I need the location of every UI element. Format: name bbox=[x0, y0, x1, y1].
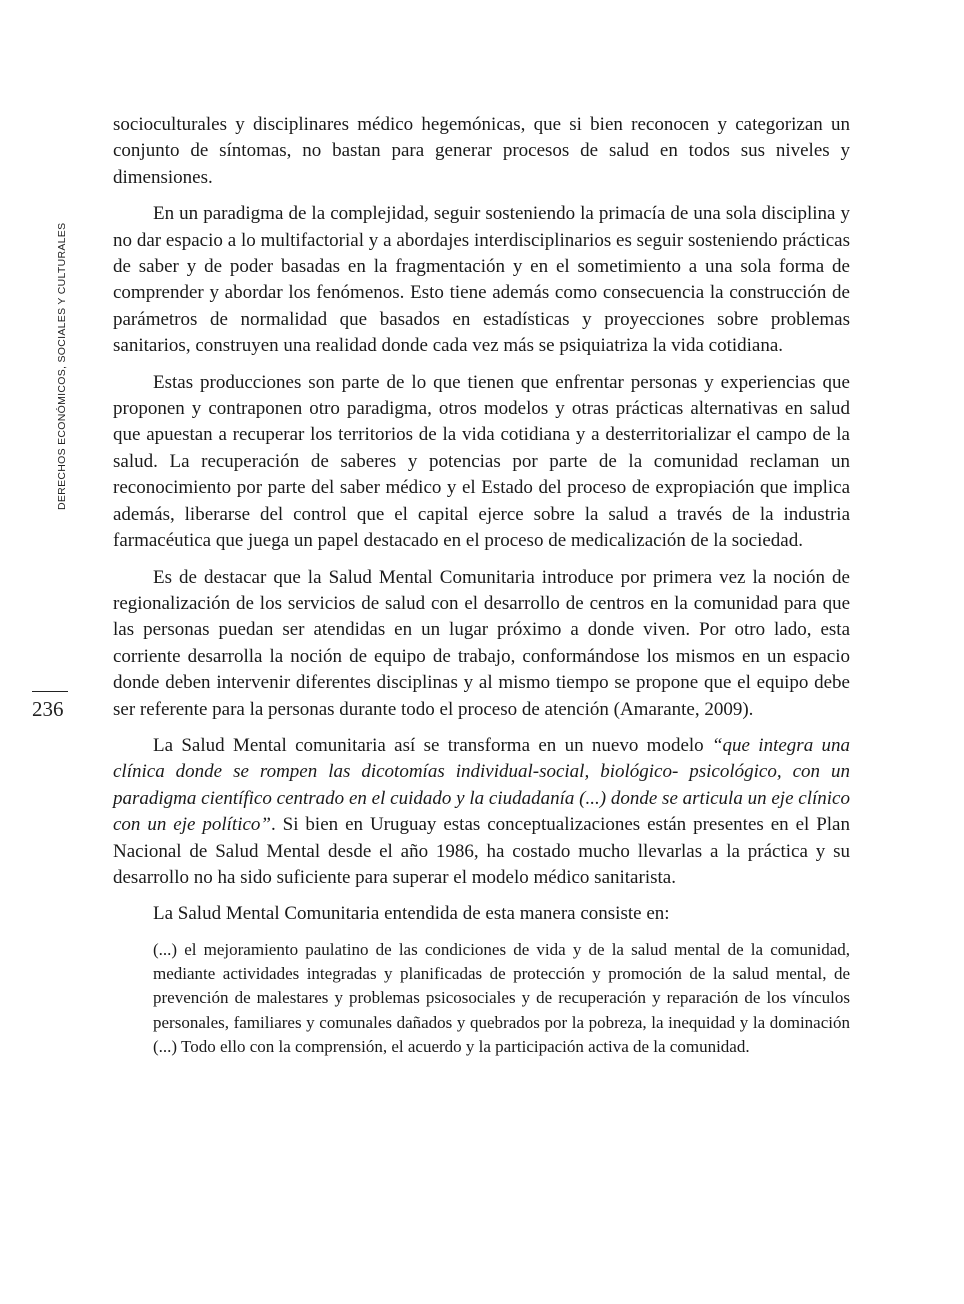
block-quotation: (...) el mejoramiento paulatino de las condiciones de vida y de la salud mental de la comunidad, mediante actividades integradas y planificadas de protección y promoción de la salud mental, de prevención de malestares y problemas psicosociales y de recuperación y reparación de los vínculos personales, familiares y comunales dañados y quebrados por la pobreza, la inequidad y la dominación (...) Todo ello con la comprensión, el acuerdo y la participación activa de la comunidad. bbox=[153, 939, 850, 1056]
paragraph-6: La Salud Mental Comunitaria entendida de esta manera consiste en: bbox=[153, 903, 670, 925]
paragraph-5-tail: . Si bien en Uruguay estas conceptualizaciones están presentes en el Plan Nacional de Salud Mental desde el año 1986, ha costado mucho llevarlas a la práctica y su desarrollo no ha sido suficiente para superar el modelo médico sanitarista. bbox=[113, 814, 850, 888]
paragraph-3: Estas producciones son parte de lo que tienen que enfrentar personas y experiencias que proponen y contraponen otro paradigma, otros modelos y otras prácticas alternativas en salud que apuestan a recuperar los territorios de la vida cotidiana y a desterritorializar el campo de la salud. La recuperación de saberes y potencias por parte de la comunidad reclaman un reconocimiento por parte del saber médico y el Estado del proceso de expropiación que implica además, liberarse del control que el capital ejerce sobre la salud a través de la industria farmacéutica que juega un papel destacado en el proceso de medicalización de la sociedad. bbox=[113, 371, 850, 552]
paragraph-1: socioculturales y disciplinares médico hegemónicas, que si bien reconocen y categorizan un conjunto de síntomas, no bastan para generar procesos de salud en todos sus niveles y dimensiones. bbox=[113, 114, 850, 188]
paragraph-5-lead: La Salud Mental comunitaria así se transforma en un nuevo modelo bbox=[153, 734, 712, 756]
paragraph-4: Es de destacar que la Salud Mental Comunitaria introduce por primera vez la noción de regionalización de los servicios de salud con el desarrollo de centros en la comunidad para que las personas puedan ser atendidas en un lugar próximo a donde viven. Por otro lado, esta corriente desarrolla la noción de equipo de trabajo, conformándose los mismos en un espacio donde deben intervenir diferentes disciplinas y al mismo tiempo se propone que el equipo debe ser referente para la personas durante todo el proceso de atención (Amarante, 2009). bbox=[113, 566, 850, 720]
body-text bbox=[113, 112, 850, 1059]
inline-quotation: “que integra una clínica donde se rompen las dicotomías individual-social, biológico- psicológico, con un paradigma científico centrado en el cuidado y la ciudadanía (...) donde se articula un eje clínico con un eje político” bbox=[113, 734, 851, 836]
running-header-vertical: DERECHOS ECONÓMICOS, SOCIALES Y CULTURALES bbox=[56, 222, 68, 510]
paragraph-2: En un paradigma de la complejidad, seguir sosteniendo la primacía de una sola disciplina y no dar espacio a lo multifactorial y a abordajes interdisciplinarios es seguir sosteniendo prácticas de saber y de poder basadas en la fragmentación y en el sometimiento a una sola forma de comprender y abordar los fenómenos. Esto tiene además como consecuencia la construcción de parámetros de normalidad que basados en estadísticas y proyecciones sobre problemas sanitarios, construyen una realidad donde cada vez más se psiquiatriza la vida cotidiana. bbox=[113, 203, 850, 357]
page-number-rule bbox=[32, 691, 68, 692]
paragraph-5 bbox=[113, 733, 850, 891]
page-number: 236 bbox=[32, 697, 64, 721]
